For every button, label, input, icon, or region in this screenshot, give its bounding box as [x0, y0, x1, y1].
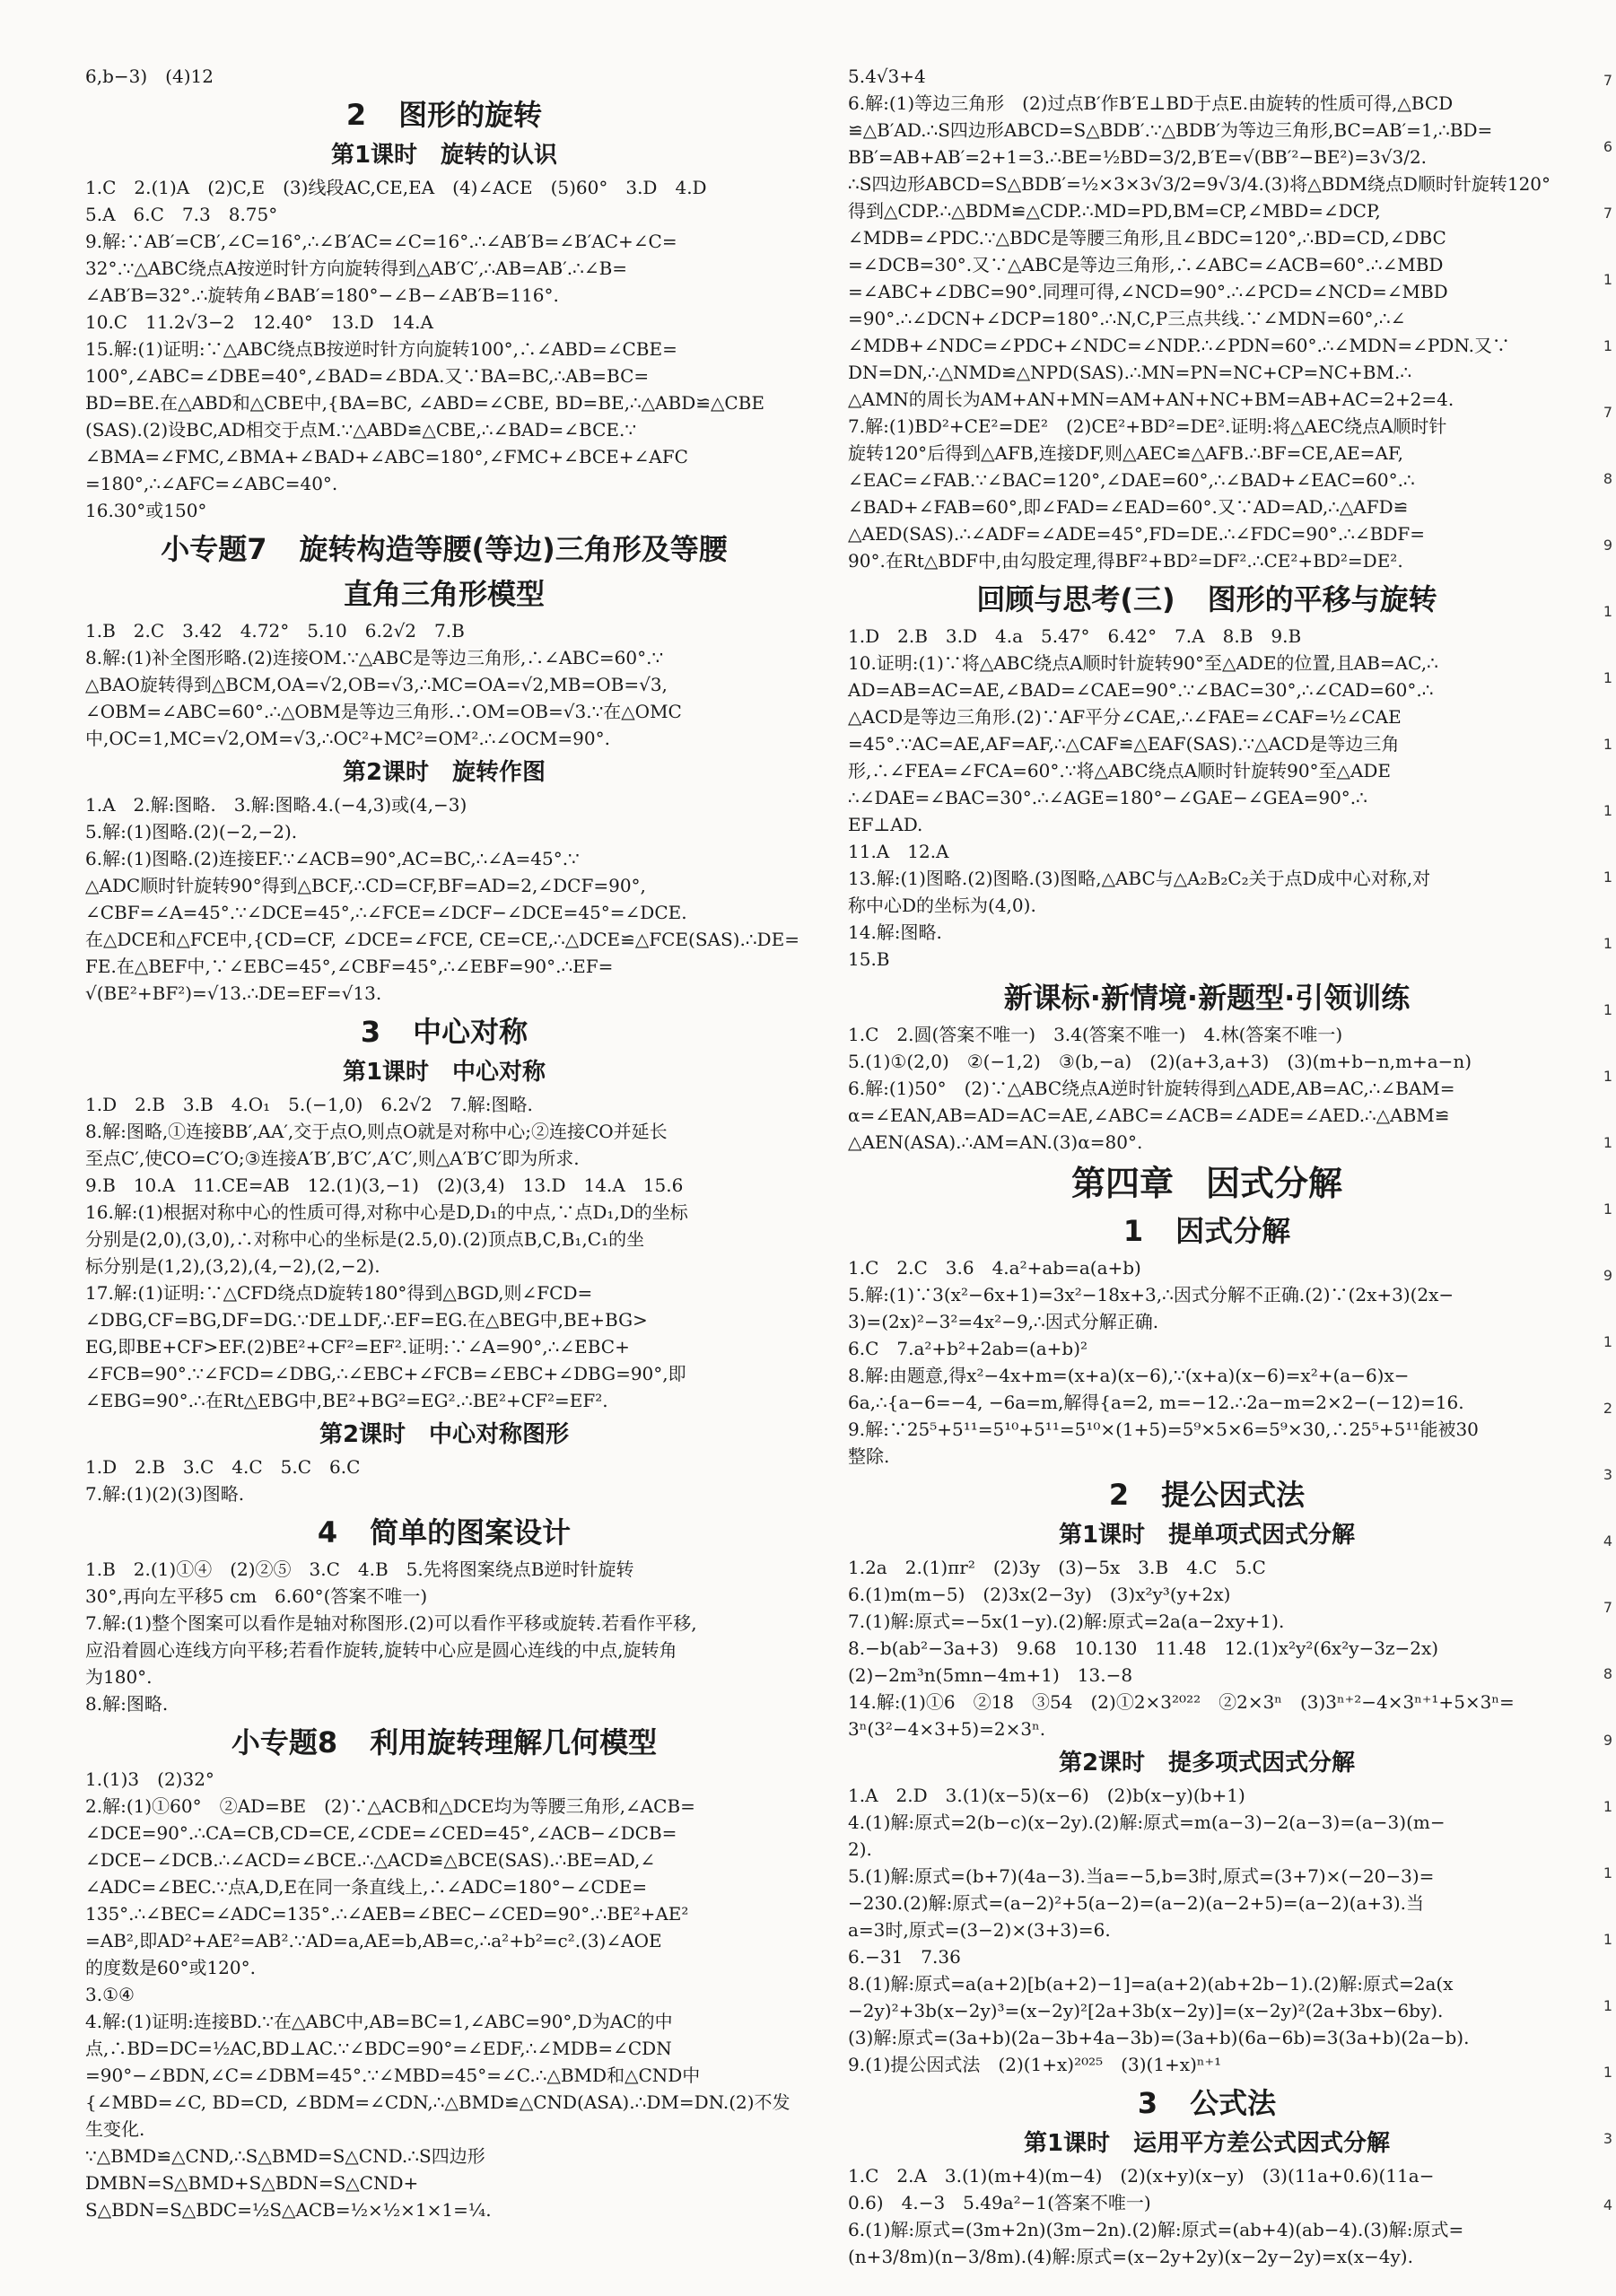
answer-line: 3ⁿ(3²−4×3+5)=2×3ⁿ. — [848, 1718, 1046, 1740]
answer-line: 1.C 2.C 3.6 4.a²+ab=a(a+b) — [848, 1257, 1141, 1279]
answer-line: ∴S四边形ABCD=S△BDB′=½×3×3√3/2=9√3/4.(3)将△BDM绕点D顺时针旋转120° — [848, 173, 1551, 195]
answer-line: ∠FCB=90°.∵∠FCD=∠DBG,∴∠EBC+∠FCB=∠EBC+∠DBG=90°,即 — [85, 1363, 686, 1384]
answer-line: 1.B 2.C 3.42 4.72° 5.10 6.2√2 7.B — [85, 620, 465, 642]
answer-line: 形,∴∠FEA=∠FCA=60°.∵将△ABC绕点A顺时针旋转90°至△ADE — [848, 760, 1392, 781]
answer-line: 整除. — [848, 1445, 890, 1467]
answer-line: ∠OBM=∠ABC=60°.∴△OBM是等边三角形.∴OM=OB=√3.∵在△OMC — [85, 701, 682, 722]
answer-line: (SAS).(2)设BC,AD相交于点M.∵△ABD≌△CBE,∴∠BAD=∠BCE.∵ — [85, 419, 637, 441]
answer-line: ∠MDB+∠NDC=∠PDC+∠NDC=∠NDP.∴∠PDN=60°.∴∠MDN=∠PDN.又∵ — [848, 335, 1510, 356]
answer-line: 1.D 2.B 3.D 4.a 5.47° 6.42° 7.A 8.B 9.B — [848, 625, 1302, 647]
answer-line: 8.解:由题意,得x²−4x+m=(x+a)(x−6),∵(x+a)(x−6)=x²+(a−6)x− — [848, 1365, 1410, 1386]
answer-line: 14.解:(1)①6 ②18 ③54 (2)①2×3²⁰²² ②2×3ⁿ (3)3ⁿ⁺²−4×3ⁿ⁺¹+5×3ⁿ= — [848, 1691, 1515, 1713]
section-heading — [85, 95, 803, 135]
answer-line: 1.A 2.解:图略. 3.解:图略.4.(−4,3)或(4,−3) — [85, 794, 467, 816]
answer-line: △AEN(ASA).∴AM=AN.(3)α=80°. — [848, 1131, 1143, 1153]
answer-line: ∠ADC=∠BEC.∵点A,D,E在同一条直线上,∴∠ADC=180°−∠CDE= — [85, 1876, 648, 1898]
answer-line: 1.C 2.(1)A (2)C,E (3)线段AC,CE,EA (4)∠ACE (5)60° 3.D 4.D — [85, 177, 707, 198]
heading-number: 第2课时 — [319, 1421, 406, 1448]
answer-line: 5.解:(1)∵3(x²−6x+1)=3x²−18x+3,∴因式分解不正确.(2)∵(2x+3)(2x− — [848, 1284, 1454, 1305]
margin-fragment: 1 — [1603, 271, 1612, 288]
answer-line: 1.(1)3 (2)32° — [85, 1768, 214, 1790]
margin-fragment: 3 — [1603, 2130, 1612, 2147]
section-heading — [848, 1161, 1566, 1206]
answer-line: 6.(1)解:原式=(3m+2n)(3m−2n).(2)解:原式=(ab+4)(ab−4).(3)解:原式= — [848, 2219, 1464, 2240]
answer-line: 7.解:(1)(2)(3)图略. — [85, 1483, 245, 1505]
answer-line: 8.解:(1)补全图形略.(2)连接OM.∵△ABC是等边三角形,∴∠ABC=60°.∵ — [85, 647, 664, 668]
margin-fragment: 7 — [1603, 205, 1612, 222]
margin-fragment: 4 — [1603, 1532, 1612, 1550]
heading-number: 第2课时 — [1058, 1750, 1146, 1777]
section-heading — [85, 529, 803, 569]
answer-line: 6.解:(1)50° (2)∵△ABC绕点A逆时针旋转得到△ADE,AB=AC,∴∠BAM= — [848, 1078, 1455, 1099]
answer-line: ∠BMA=∠FMC,∠BMA+∠BAD+∠ABC=180°,∠FMC+∠BCE+∠AFC — [85, 446, 688, 467]
answer-line: 得到△CDP.∴△BDM≌△CDP.∴MD=PD,BM=CP,∠MBD=∠DCP, — [848, 200, 1381, 222]
answer-line: 5.(1)解:原式=(b+7)(4a−3).当a=−5,b=3时,原式=(3+7)×(−20−3)= — [848, 1865, 1435, 1887]
answer-line: 9.B 10.A 11.CE=AB 12.(1)(3,−1) (2)(3,4) 13.D 14.A 15.6 — [85, 1174, 684, 1196]
answer-line: 5.4√3+4 — [848, 65, 926, 87]
answer-line: 6.(1)m(m−5) (2)3x(2−3y) (3)x²y³(y+2x) — [848, 1584, 1231, 1605]
answer-line: △AED(SAS).∴∠ADF=∠ADE=45°,FD=DE.∴∠FDC=90°.∴∠BDF= — [848, 523, 1426, 545]
answer-line: 5.(1)①(2,0) ②(−1,2) ③(b,−a) (2)(a+3,a+3) (3)(m+b−n,m+a−n) — [848, 1051, 1472, 1072]
margin-fragment: 3 — [1603, 1466, 1612, 1483]
answer-line: 9.(1)提公因式法 (2)(1+x)²⁰²⁵ (3)(1+x)ⁿ⁺¹ — [848, 2054, 1222, 2075]
answer-line: (2)−2m³n(5mn−4m+1) 13.−8 — [848, 1664, 1133, 1686]
section-heading — [85, 1513, 803, 1552]
heading-number: 小专题8 — [231, 1725, 338, 1759]
answer-line: ∠BAD+∠FAB=60°,即∠FAD=∠EAD=60°.又∵AD=AD,∴△AFD≌ — [848, 496, 1409, 518]
heading-title: 旋转作图 — [452, 759, 546, 786]
heading-number: 2 — [1108, 1478, 1130, 1512]
heading-title: 因式分解 — [1206, 1164, 1343, 1203]
margin-fragment: 2 — [1603, 1400, 1612, 1417]
answer-line: =180°,∴∠AFC=∠ABC=40°. — [85, 473, 338, 494]
heading-title: 图形的平移与旋转 — [1207, 582, 1437, 616]
margin-fragment: 1 — [1603, 669, 1612, 686]
answer-line: △AMN的周长为AM+AN+MN=AM+AN+NC+BM=AB+AC=2+2=4. — [848, 388, 1454, 410]
heading-title: 新课标·新情境·新题型·引领训练 — [1003, 981, 1411, 1015]
heading-title: 因式分解 — [1175, 1214, 1291, 1248]
section-heading — [848, 580, 1566, 619]
heading-title: 简单的图案设计 — [370, 1515, 572, 1550]
answer-line: =90°−∠BDN,∠C=∠DBM=45°.∵∠MBD=45°=∠C.∴△BMD和△CND中 — [85, 2065, 701, 2086]
answer-line: −2y)²+3b(x−2y)³=(x−2y)²[2a+3b(x−2y)]=(x−2y)²(2a+3bx−6by). — [848, 2000, 1444, 2021]
answer-line: 0.6) 4.−3 5.49a²−1(答案不唯一) — [848, 2192, 1151, 2213]
heading-number: 第1课时 — [342, 1059, 430, 1086]
answer-line: ∠DCE−∠DCB.∴∠ACD=∠BCE.∴△ACD≌△BCE(SAS).∴BE=AD,∠ — [85, 1849, 656, 1871]
answer-line: 6.解:(1)图略.(2)连接EF.∵∠ACB=90°,AC=BC,∴∠A=45°.∵ — [85, 848, 580, 869]
margin-fragment: 1 — [1603, 1200, 1612, 1218]
heading-number: 第1课时 — [1023, 2130, 1111, 2157]
section-heading — [848, 978, 1566, 1017]
answer-line: 9.解:∵AB′=CB′,∠C=16°,∴∠B′AC=∠C=16°.∴∠AB′B=∠B′AC+∠C= — [85, 231, 677, 252]
answer-line: 90°.在Rt△BDF中,由勾股定理,得BF²+BD²=DF².∴CE²+BD²=DE². — [848, 550, 1403, 572]
answer-line: (3)解:原式=(3a+b)(2a−3b+4a−3b)=(3a+b)(6a−6b)=3(3a+b)(2a−b). — [848, 2027, 1470, 2048]
margin-fragment: 1 — [1603, 869, 1612, 886]
heading-title: 图形的旋转 — [398, 98, 543, 132]
answer-line: 8.解:图略. — [85, 1693, 169, 1715]
answer-line: 的度数是60°或120°. — [85, 1957, 256, 1978]
answer-line: ∠EAC=∠FAB.∵∠BAC=120°,∠DAE=60°,∴∠BAD+∠EAC=60°.∴ — [848, 469, 1415, 491]
answer-line: 1.B 2.(1)①④ (2)②⑤ 3.C 4.B 5.先将图案绕点B逆时针旋转 — [85, 1558, 634, 1580]
answer-line: ≌△B′AD.∴S四边形ABCD=S△BDB′.∵△BDB′为等边三角形,BC=AB′=1,∴BD= — [848, 119, 1493, 141]
answer-line: 7.(1)解:原式=−5x(1−y).(2)解:原式=2a(a−2xy+1). — [848, 1611, 1285, 1632]
answer-line: 6.解:(1)等边三角形 (2)过点B′作B′E⊥BD于点E.由旋转的性质可得,△BCD — [848, 92, 1454, 114]
answer-line: 6.C 7.a²+b²+2ab=(a+b)² — [848, 1338, 1088, 1359]
answer-line: 1.2a 2.(1)πr² (2)3y (3)−5x 3.B 4.C 5.C — [848, 1557, 1266, 1578]
answer-line: 5.A 6.C 7.3 8.75° — [85, 204, 278, 225]
heading-title: 运用平方差公式因式分解 — [1133, 2130, 1391, 2157]
heading-title: 直角三角形模型 — [343, 577, 545, 611]
heading-title: 提公因式法 — [1161, 1478, 1306, 1512]
answer-line: S△BDN=S△BDC=½S△ACB=½×½×1×1=¼. — [85, 2199, 492, 2221]
answer-line: 为180°. — [85, 1666, 153, 1688]
answer-line: 4.解:(1)证明:连接BD.∵在△ABC中,AB=BC=1,∠ABC=90°,D为AC的中 — [85, 2011, 673, 2032]
margin-fragment: 7 — [1603, 72, 1612, 89]
margin-fragment: 1 — [1603, 1864, 1612, 1881]
answer-line: ∠MDB=∠PDC.∵△BDC是等腰三角形,且∠BDC=120°,∴BD=CD,∠DBC — [848, 227, 1446, 249]
right-edge-margin — [1596, 54, 1616, 2279]
left-column — [85, 63, 803, 2223]
margin-fragment: 1 — [1603, 736, 1612, 753]
heading-title: 公式法 — [1190, 2086, 1277, 2120]
answer-line: 16.解:(1)根据对称中心的性质可得,对称中心是D,D₁的中点,∵点D₁,D的坐标 — [85, 1201, 688, 1223]
answer-line: 6,b−3) (4)12 — [85, 65, 214, 87]
heading-number: 2 — [345, 98, 367, 132]
answer-line: 9.解:∵25⁵+5¹¹=5¹⁰+5¹¹=5¹⁰×(1+5)=5⁹×5×6=5⁹×30,∴25⁵+5¹¹能被30 — [848, 1419, 1479, 1440]
answer-line: 应沿着圆心连线方向平移;若看作旋转,旋转中心应是圆心连线的中点,旋转角 — [85, 1639, 677, 1661]
section-heading — [848, 2083, 1566, 2123]
answer-line: ∠DBG,CF=BG,DF=DG.∵DE⊥DF,∴EF=EG.在△BEG中,BE+BG> — [85, 1309, 648, 1331]
heading-title: 提多项式因式分解 — [1168, 1750, 1356, 1777]
answer-line: ∠AB′B=32°.∴旋转角∠BAB′=180°−∠B−∠AB′B=116°. — [85, 284, 559, 306]
answer-line: (n+3/8m)(n−3/8m).(4)解:原式=(x−2y+2y)(x−2y−2y)=x(x−4y). — [848, 2246, 1413, 2267]
heading-title: 利用旋转理解几何模型 — [370, 1725, 658, 1759]
answer-line: EG,即BE+CF>EF.(2)BE²+CF²=EF².证明:∵∠A=90°,∴∠EBC+ — [85, 1336, 630, 1358]
answer-line: 4.(1)解:原式=2(b−c)(x−2y).(2)解:原式=m(a−3)−2(a−3)=(a−3)(m− — [848, 1811, 1446, 1833]
margin-fragment: 4 — [1603, 2196, 1612, 2213]
heading-number: 4 — [317, 1515, 338, 1550]
answer-line: =AB²,即AD²+AE²=AB².∵AD=a,AE=b,AB=c,∴a²+b²=c².(3)∠AOE — [85, 1930, 662, 1951]
answer-line: ∠EBG=90°.∴在Rt△EBG中,BE²+BG²=EG².∴BE²+CF²=EF². — [85, 1390, 608, 1411]
answer-line: 称中心D的坐标为(4,0). — [848, 895, 1036, 916]
lesson-heading — [85, 755, 803, 790]
heading-title: 旋转的认识 — [441, 142, 558, 169]
margin-fragment: 1 — [1603, 1333, 1612, 1350]
heading-title: 中心对称图形 — [429, 1421, 570, 1448]
answer-line: 在△DCE和△FCE中,{CD=CF, ∠DCE=∠FCE, CE=CE,∴△DCE≌△FCE(SAS).∴DE= — [85, 929, 799, 950]
answer-line: 1.C 2.圆(答案不唯一) 3.4(答案不唯一) 4.林(答案不唯一) — [848, 1024, 1343, 1045]
margin-fragment: 1 — [1603, 337, 1612, 354]
answer-line: 10.证明:(1)∵将△ABC绕点A顺时针旋转90°至△ADE的位置,且AB=AC,∴ — [848, 652, 1438, 674]
answer-line: 30°,再向左平移5 cm 6.60°(答案不唯一) — [85, 1585, 428, 1607]
margin-fragment: 1 — [1603, 802, 1612, 819]
answer-line: 1.A 2.D 3.(1)(x−5)(x−6) (2)b(x−y)(b+1) — [848, 1785, 1245, 1806]
answer-line: =∠ABC+∠DBC=90°.同理可得,∠NCD=90°.∴∠PCD=∠NCD=∠MBD — [848, 281, 1448, 302]
answer-line: 标分别是(1,2),(3,2),(4,−2),(2,−2). — [85, 1255, 380, 1277]
heading-title: 旋转构造等腰(等边)三角形及等腰 — [299, 532, 728, 566]
answer-line: 1.D 2.B 3.C 4.C 5.C 6.C — [85, 1456, 361, 1478]
margin-fragment: 8 — [1603, 470, 1612, 487]
answer-line: 3)=(2x)²−3²=4x²−9,∴因式分解正确. — [848, 1311, 1159, 1332]
margin-fragment: 1 — [1603, 1068, 1612, 1085]
heading-number: 第2课时 — [342, 759, 430, 786]
margin-fragment: 1 — [1603, 1798, 1612, 1815]
lesson-heading — [848, 1746, 1566, 1780]
answer-line: 8.−b(ab²−3a+3) 9.68 10.130 11.48 12.(1)x²y²(6x²y−3z−2x) — [848, 1637, 1439, 1659]
section-heading — [848, 1211, 1566, 1251]
heading-number: 1 — [1122, 1214, 1144, 1248]
answer-line: 2). — [848, 1838, 872, 1860]
answer-line: =90°.∴∠DCN+∠DCP=180°.∴N,C,P三点共线.∵∠MDN=60°,∴∠ — [848, 308, 1406, 329]
answer-line: =45°.∵AC=AE,AF=AF,∴△CAF≌△EAF(SAS).∵△ACD是等边三角 — [848, 733, 1400, 755]
answer-line: =∠DCB=30°.又∵△ABC是等边三角形,∴∠ABC=∠ACB=60°.∴∠MBD — [848, 254, 1444, 275]
heading-number: 3 — [1137, 2086, 1158, 2120]
answer-line: 6.−31 7.36 — [848, 1946, 961, 1968]
answer-line: {∠MBD=∠C, BD=CD, ∠BDM=∠CDN,∴△BMD≌△CND(ASA).∴DM=DN.(2)不发生变化. — [85, 2091, 791, 2140]
answer-line: 16.30°或150° — [85, 500, 207, 521]
heading-number: 小专题7 — [161, 532, 267, 566]
answer-line: 3.①④ — [85, 1984, 135, 2005]
answer-line: △BAO旋转得到△BCM,OA=√2,OB=√3,∴MC=OA=√2,MB=OB=√3, — [85, 674, 668, 695]
answer-line: 32°.∵△ABC绕点A按逆时针方向旋转得到△AB′C′,∴AB=AB′.∴∠B= — [85, 258, 628, 279]
section-heading — [85, 574, 803, 614]
answer-line: 1.D 2.B 3.B 4.O₁ 5.(−1,0) 6.2√2 7.解:图略. — [85, 1094, 533, 1115]
answer-line: 旋转120°后得到△AFB,连接DF,则△AEC≌△AFB.∴BF=CE,AE=AF, — [848, 442, 1404, 464]
answer-line: 分别是(2,0),(3,0),∴对称中心的坐标是(2.5,0).(2)顶点B,C,B₁,C₁的坐 — [85, 1228, 645, 1250]
margin-fragment: 1 — [1603, 1931, 1612, 1948]
answer-line: 点,∴BD=DC=½AC,BD⊥AC.∵∠BDC=90°=∠EDF,∴∠MDB=∠CDN — [85, 2038, 672, 2059]
answer-line: AD=AB=AC=AE,∠BAD=∠CAE=90°.∵∠BAC=30°,∴∠CAD=60°.∴ — [848, 679, 1434, 701]
answer-line: ∴∠DAE=∠BAC=30°.∴∠AGE=180°−∠GAE−∠GEA=90°.∴ — [848, 787, 1367, 808]
heading-number: 3 — [360, 1015, 381, 1049]
answer-line: 8.解:图略,①连接BB′,AA′,交于点O,则点O就是对称中心;②连接CO并延长 — [85, 1121, 668, 1142]
answer-line: 8.(1)解:原式=a(a+2)[b(a+2)−1]=a(a+2)(ab+2b−1).(2)解:原式=2a(x — [848, 1973, 1454, 1995]
heading-title: 提单项式因式分解 — [1168, 1522, 1356, 1549]
section-heading — [85, 1012, 803, 1052]
heading-number: 第四章 — [1070, 1164, 1174, 1203]
heading-number: 回顾与思考(三) — [976, 582, 1175, 616]
margin-fragment: 1 — [1603, 935, 1612, 952]
margin-fragment: 1 — [1603, 1134, 1612, 1151]
answer-line: 135°.∴∠BEC=∠ADC=135°.∴∠AEB=∠BEC−∠CED=90°.∴BE²+AE² — [85, 1903, 689, 1925]
answer-line: 1.C 2.A 3.(1)(m+4)(m−4) (2)(x+y)(x−y) (3)(11a+0.6)(11a− — [848, 2165, 1435, 2187]
section-heading — [848, 1475, 1566, 1515]
margin-fragment: 1 — [1603, 1001, 1612, 1018]
answer-line: √(BE²+BF²)=√13.∴DE=EF=√13. — [85, 982, 382, 1004]
answer-line: 14.解:图略. — [848, 921, 942, 943]
answer-line: 7.解:(1)BD²+CE²=DE² (2)CE²+BD²=DE².证明:将△AEC绕点A顺时针 — [848, 415, 1447, 437]
answer-line: 中,OC=1,MC=√2,OM=√3,∴OC²+MC²=OM².∴∠OCM=90°. — [85, 728, 610, 749]
margin-fragment: 8 — [1603, 1665, 1612, 1682]
answer-line: △ADC顺时针旋转90°得到△BCF,∴CD=CF,BF=AD=2,∠DCF=90°, — [85, 875, 646, 896]
margin-fragment: 7 — [1603, 1599, 1612, 1616]
answer-line: 5.解:(1)图略.(2)(−2,−2). — [85, 821, 298, 842]
section-heading — [85, 1723, 803, 1762]
answer-line: DN=DN,∴△NMD≌△NPD(SAS).∴MN=PN=NC+CP=NC+BM.∴ — [848, 362, 1412, 383]
answer-line: ∠DCE=90°.∴CA=CB,CD=CE,∠CDE=∠CED=45°,∠ACB−∠DCB= — [85, 1822, 677, 1844]
margin-fragment: 9 — [1603, 537, 1612, 554]
lesson-heading — [85, 138, 803, 172]
answer-line: ∵△BMD≌△CND,∴S△BMD=S△CND.∴S四边形DMBN=S△BMD+S△BDN=S△CND+ — [85, 2145, 485, 2194]
lesson-heading — [848, 2126, 1566, 2161]
answer-line: 17.解:(1)证明:∵△CFD绕点D旋转180°得到△BGD,则∠FCD= — [85, 1282, 593, 1304]
answer-line: 至点C′,使CO=C′O;③连接A′B′,B′C′,A′C′,则△A′B′C′即为所求. — [85, 1148, 580, 1169]
lesson-heading — [85, 1055, 803, 1089]
answer-line: 10.C 11.2√3−2 12.40° 13.D 14.A — [85, 311, 433, 333]
margin-fragment: 9 — [1603, 1267, 1612, 1284]
margin-fragment: 1 — [1603, 2064, 1612, 2081]
lesson-heading — [85, 1418, 803, 1452]
heading-title: 中心对称 — [452, 1059, 546, 1086]
answer-line: 6a,∴{a−6=−4, −6a=m,解得{a=2, m=−12.∴2a−m=2×2−(−12)=16. — [848, 1392, 1464, 1413]
heading-title: 中心对称 — [413, 1015, 528, 1049]
answer-line: 7.解:(1)整个图案可以看作是轴对称图形.(2)可以看作平移或旋转.若看作平移, — [85, 1612, 697, 1634]
answer-line: BB′=AB+AB′=2+1=3.∴BE=½BD=3/2,B′E=√(BB′²−BE²)=3√3/2. — [848, 146, 1428, 168]
answer-line: EF⊥AD. — [848, 814, 923, 835]
answer-line: a=3时,原式=(3−2)×(3+3)=6. — [848, 1919, 1111, 1941]
answer-line: 11.A 12.A — [848, 841, 949, 862]
answer-line: −230.(2)解:原式=(a−2)²+5(a−2)=(a−2)(a−2+5)=(a−2)(a+3).当 — [848, 1892, 1425, 1914]
answer-line: 15.B — [848, 948, 890, 970]
heading-number: 第1课时 — [330, 142, 418, 169]
margin-fragment: 7 — [1603, 404, 1612, 421]
margin-fragment: 6 — [1603, 138, 1612, 155]
answer-line: ∠CBF=∠A=45°.∵∠DCE=45°,∴∠FCE=∠DCF−∠DCE=45°=∠DCE. — [85, 902, 687, 923]
answer-line: α=∠EAN,AB=AD=AC=AE,∠ABC=∠ACB=∠ADE=∠AED.∴△ABM≌ — [848, 1104, 1450, 1126]
right-column — [848, 63, 1566, 2270]
answer-line: BD=BE.在△ABD和△CBE中,{BA=BC, ∠ABD=∠CBE, BD=BE,∴△ABD≌△CBE — [85, 392, 764, 414]
lesson-heading — [848, 1518, 1566, 1552]
answer-line: 2.解:(1)①60° ②AD=BE (2)∵△ACB和△DCE均为等腰三角形,∠ACB= — [85, 1795, 695, 1817]
answer-line: FE.在△BEF中,∵∠EBC=45°,∠CBF=45°,∴∠EBF=90°.∴EF= — [85, 956, 614, 977]
answer-line: 15.解:(1)证明:∵△ABC绕点B按逆时针方向旋转100°,∴∠ABD=∠CBE= — [85, 338, 677, 360]
margin-fragment: 1 — [1603, 1997, 1612, 2014]
answer-line: 13.解:(1)图略.(2)图略.(3)图略,△ABC与△A₂B₂C₂关于点D成中心对称,对 — [848, 868, 1431, 889]
answer-line: △ACD是等边三角形.(2)∵AF平分∠CAE,∴∠FAE=∠CAF=½∠CAE — [848, 706, 1402, 728]
margin-fragment: 1 — [1603, 603, 1612, 620]
margin-fragment: 9 — [1603, 1732, 1612, 1749]
heading-number: 第1课时 — [1058, 1522, 1146, 1549]
answer-line: 100°,∠ABC=∠DBE=40°,∠BAD=∠BDA.又∵BA=BC,∴AB=BC= — [85, 365, 650, 387]
